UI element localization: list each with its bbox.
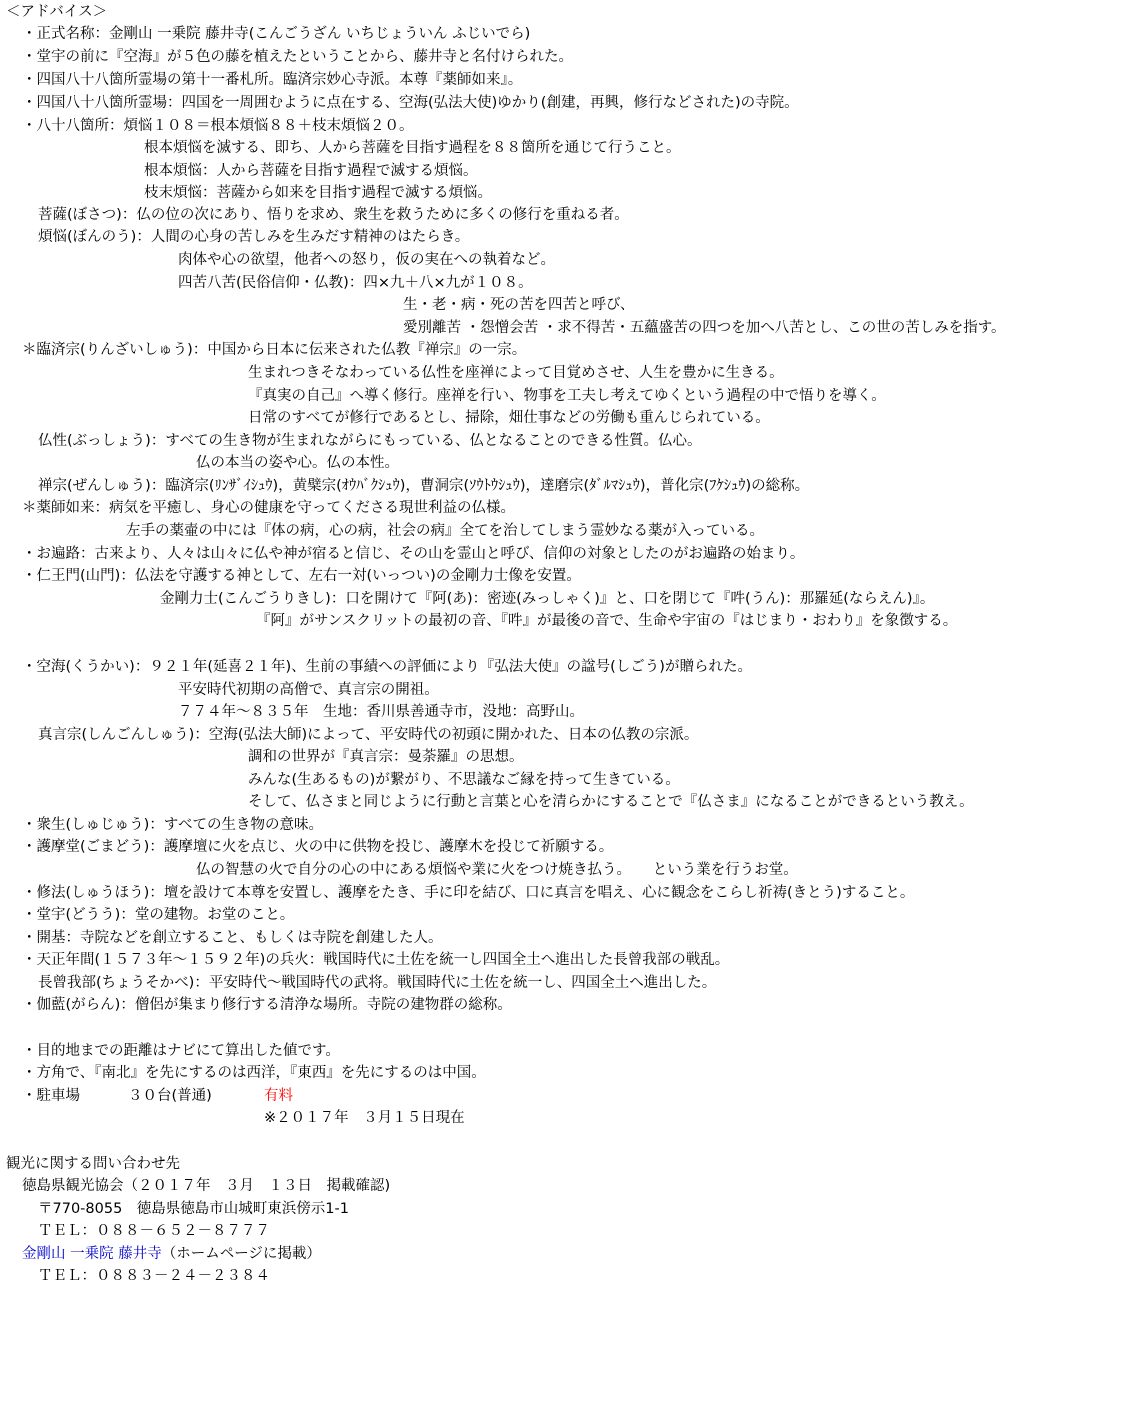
text-line: ・堂宇(どうう)：堂の建物。お堂のこと。 bbox=[22, 907, 295, 923]
parking-count: ３０台(普通) bbox=[128, 1088, 212, 1104]
contact-org: 徳島県観光協会（２０１７年 ３月 １３日 掲載確認) bbox=[22, 1178, 391, 1194]
text-line: ７７４年～８３５年 生地：香川県善通寺市，没地：高野山。 bbox=[178, 704, 584, 720]
text-line: ・方角で、『南北』を先にするのは西洋，『東西』を先にするのは中国。 bbox=[22, 1065, 486, 1081]
text-line: 仏の智慧の火で自分の心の中にある煩悩や業に火をつけ焼き払う。 という業を行うお堂。 bbox=[196, 862, 798, 878]
text-line: 長曾我部(ちょうそかべ)：平安時代～戦国時代の武将。戦国時代に土佐を統一し、四国全土へ進出した。 bbox=[38, 975, 717, 991]
text-line: 煩悩(ぼんのう)：人間の心身の苦しみを生みだす精神のはたらき。 bbox=[38, 229, 470, 245]
contact-title: 観光に関する問い合わせ先 bbox=[6, 1156, 180, 1172]
text-line: 『阿』がサンスクリットの最初の音、『吽』が最後の音で、生命や宇宙の『はじまり・おわり』を象徴する。 bbox=[256, 613, 958, 629]
text-line: ・お遍路：古来より、人々は山々に仏や神が宿ると信じ、その山を霊山と呼び、信仰の対象としたのがお遍路の始まり。 bbox=[22, 546, 805, 562]
as-of-date: ※２０１７年 ３月１５日現在 bbox=[264, 1110, 465, 1126]
text-line: ・修法(しゅうほう)：壇を設けて本尊を安置し、護摩をたき、手に印を結び、口に真言を唱え、心に観念をこらし祈祷(きとう)すること。 bbox=[22, 885, 915, 901]
text-line: 生・老・病・死の苦を四苦と呼び、 bbox=[403, 297, 635, 313]
temple-note: （ホームページに掲載） bbox=[161, 1246, 321, 1262]
contact-tel: ＴＥＬ：０８８－６５２－８７７７ bbox=[38, 1223, 270, 1239]
text-line: ・衆生(しゅじゅう)：すべての生き物の意味。 bbox=[22, 817, 324, 833]
text-line: 仏の本当の姿や心。仏の本性。 bbox=[196, 455, 399, 471]
temple-homepage-link[interactable]: 金剛山 一乗院 藤井寺 bbox=[22, 1246, 162, 1262]
text-line: 調和の世界が『真言宗：曼荼羅』の思想。 bbox=[248, 749, 524, 765]
text-line: ・仁王門(山門)：仏法を守護する神として、左右一対(いっつい)の金剛力士像を安置。 bbox=[22, 568, 581, 584]
text-line: ＊臨済宗(りんざいしゅう)：中国から日本に伝来された仏教『禅宗』の一宗。 bbox=[22, 342, 527, 358]
text-line: 真言宗(しんごんしゅう)：空海(弘法大師)によって、平安時代の初頭に開かれた、日本の仏教の宗派。 bbox=[38, 727, 699, 743]
text-line: ・目的地までの距離はナビにて算出した値です。 bbox=[22, 1043, 340, 1059]
text-line: ・伽藍(がらん)：僧侶が集まり修行する清浄な場所。寺院の建物群の総称。 bbox=[22, 997, 512, 1013]
text-line: ＊薬師如来：病気を平癒し、身心の健康を守ってくださる現世利益の仏様。 bbox=[22, 500, 515, 516]
text-line: 金剛力士(こんごうりきし)：口を開けて『阿(あ)：密迹(みっしゃく)』と、口を閉じて『吽(うん)：那羅延(ならえん)』。 bbox=[160, 591, 935, 607]
text-line: ・天正年間(１５７３年～１５９２年)の兵火：戦国時代に土佐を統一し四国全土へ進出した長曾我部の戦乱。 bbox=[22, 952, 730, 968]
text-line: 四苦八苦(民俗信仰・仏教)：四×九＋八×九が１０８。 bbox=[178, 275, 533, 291]
text-line: ・空海(くうかい)：９２１年(延喜２１年)、生前の事績への評価により『弘法大使』の諡号(しごう)が贈られた。 bbox=[22, 659, 752, 675]
text-line: ・護摩堂(ごまどう)：護摩壇に火を点じ、火の中に供物を投じ、護摩木を投じて祈願する。 bbox=[22, 839, 614, 855]
advice-heading: ＜アドバイス＞ bbox=[6, 4, 108, 20]
text-line: ・四国八十八箇所霊場の第十一番札所。臨済宗妙心寺派。本尊『薬師如来』。 bbox=[22, 72, 523, 88]
text-line: 愛別離苦 ・怨憎会苦 ・求不得苦・五蘊盛苦の四つを加へ八苦とし、この世の苦しみを指す。 bbox=[403, 320, 1006, 336]
text-line: ・正式名称：金剛山 一乗院 藤井寺(こんごうざん いちじょういん ふじいでら) bbox=[22, 26, 531, 42]
text-line: ・八十八箇所：煩悩１０８＝根本煩悩８８＋枝末煩悩２０。 bbox=[22, 118, 414, 134]
text-line: 肉体や心の欲望，他者への怒り，仮の実在への執着など。 bbox=[178, 252, 555, 268]
text-line: ・堂宇の前に『空海』が５色の藤を植えたということから、藤井寺と名付けられた。 bbox=[22, 49, 573, 65]
text-line: 根本煩悩：人から菩薩を目指す過程で滅する煩悩。 bbox=[144, 163, 478, 179]
text-line: 禅宗(ぜんしゅう)：臨済宗(ﾘﾝｻﾞｲｼｭｳ)，黄檗宗(ｵｳﾊﾞｸｼｭｳ)，曹洞宗(ｿｳﾄｳｼｭｳ)，達磨宗(ﾀﾞﾙﾏｼｭｳ)，普化宗(ﾌｹｼｭｳ)の総称。 bbox=[38, 478, 810, 494]
text-line: 『真実の自己』へ導く修行。座禅を行い、物事を工夫し考えてゆくという過程の中で悟りを導く。 bbox=[248, 388, 886, 404]
text-line: 生まれつきそなわっている仏性を座禅によって目覚めさせ、人生を豊かに生きる。 bbox=[248, 365, 784, 381]
text-line: 枝末煩悩：菩薩から如来を目指す過程で滅する煩悩。 bbox=[144, 185, 492, 201]
parking-label: ・駐車場 bbox=[22, 1088, 80, 1104]
text-line: 仏性(ぶっしょう)：すべての生き物が生まれながらにもっている、仏となることのできる性質。仏心。 bbox=[38, 433, 702, 449]
text-line: そして、仏さまと同じように行動と言葉と心を清らかにすることで『仏さま』になることができるという教え。 bbox=[248, 794, 974, 810]
contact-address: 〒770-8055 徳島県徳島市山城町東浜傍示1-1 bbox=[38, 1201, 349, 1217]
text-line: 左手の薬壷の中には『体の病，心の病，社会の病』全てを治してしまう霊妙なる薬が入っている。 bbox=[126, 523, 764, 539]
text-line: 菩薩(ぼさつ)：仏の位の次にあり、悟りを求め、衆生を救うために多くの修行を重ねる者。 bbox=[38, 207, 629, 223]
text-line: みんな(生あるもの)が繋がり、不思議なご縁を持って生きている。 bbox=[248, 772, 680, 788]
temple-tel: ＴＥＬ：０８８３－２４－２３８４ bbox=[38, 1268, 270, 1284]
temple-contact bbox=[22, 1243, 321, 1265]
text-line: 日常のすべてが修行であるとし、掃除，畑仕事などの労働も重んじられている。 bbox=[248, 410, 770, 426]
text-line: ・開基：寺院などを創立すること、もしくは寺院を創建した人。 bbox=[22, 930, 443, 946]
parking-fee: 有料 bbox=[264, 1088, 293, 1104]
text-line: 平安時代初期の高僧で、真言宗の開祖。 bbox=[178, 682, 439, 698]
text-line: 根本煩悩を滅する、即ち、人から菩薩を目指す過程を８８箇所を通じて行うこと。 bbox=[144, 140, 681, 156]
text-line: ・四国八十八箇所霊場：四国を一周囲むように点在する、空海(弘法大使)ゆかり(創建，再興，修行などされた)の寺院。 bbox=[22, 95, 799, 111]
